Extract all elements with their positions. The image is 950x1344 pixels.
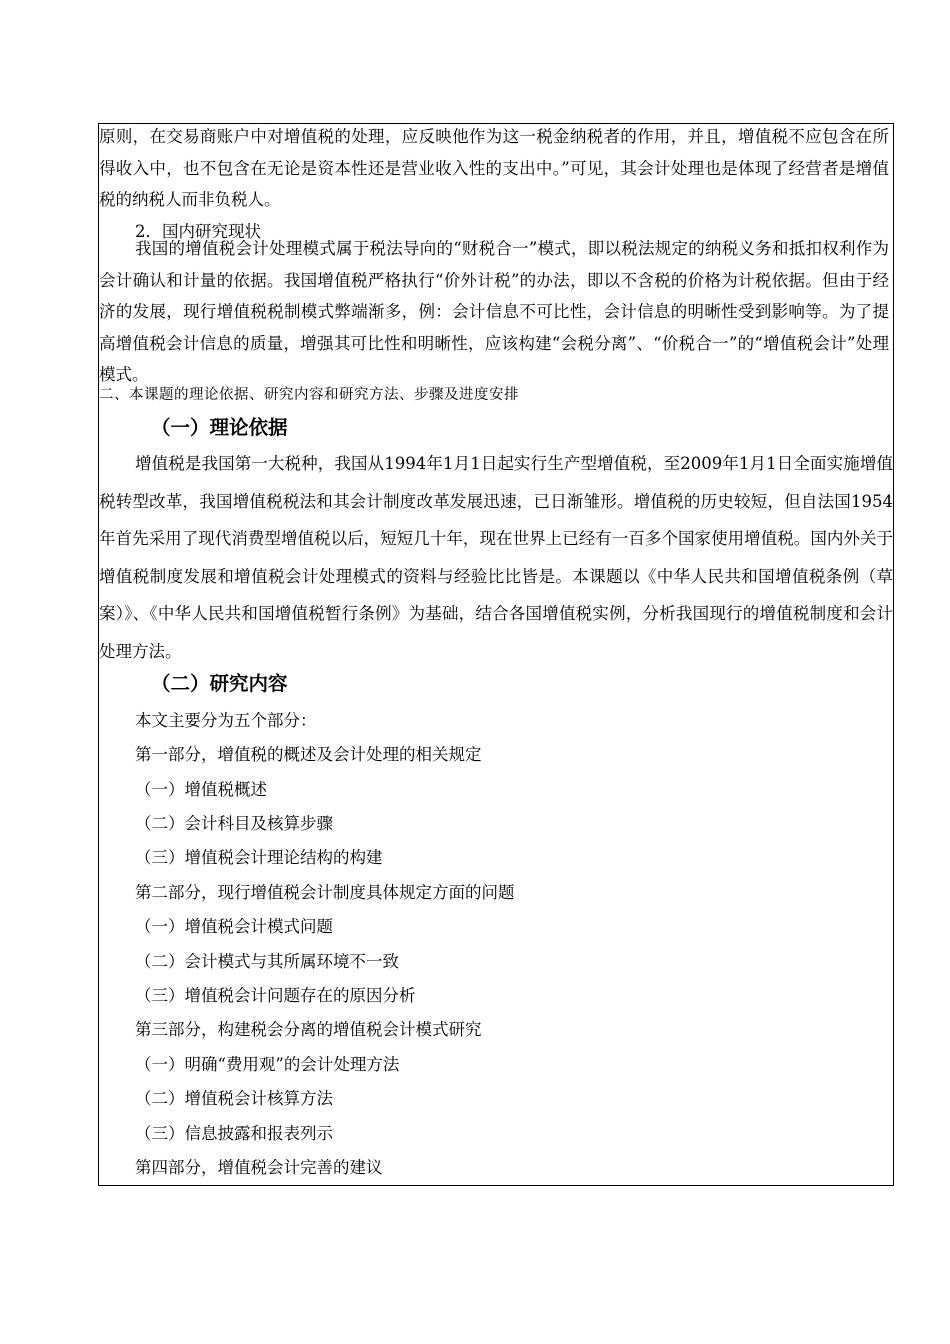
subsection-domestic-title: 2．国内研究现状 <box>135 222 261 241</box>
list-item: （三）增值税会计问题存在的原因分析 <box>135 986 416 1005</box>
theory-paragraph: 增值税是我国第一大税种，我国从1994年1月1日起实行生产型增值税，至2009年1月1日全面实施增值税转型改革，我国增值税税法和其会计制度改革发展迅速，已日渐雏形。增值税的历史较短，但自法国1954年首先采用了现代消费型增值税以后，短短几十年，现在世界上已经有一百多个国家使用增值税。国内外关于增值税制度发展和增值税会计处理模式的资料与经验比比皆是。本课题以《中华人民共和国增值税条例（草案）》、《中华人民共和国增值税暂行条例》为基础，结合各国增值税实例，分析我国现行的增值税制度和会计处理方法。 <box>99 454 893 661</box>
domestic-research-paragraph: 我国的增值税会计处理模式属于税法导向的“财税合一”模式，即以税法规定的纳税义务和抵扣权利作为会计确认和计量的依据。我国增值税严格执行“价外计税”的办法，即以不含税的价格为计税依据。但由于经济的发展，现行增值税税制模式弊端渐多，例：会计信息不可比性，会计信息的明晰性受到影响等。为了提高增值税会计信息的质量，增强其可比性和明晰性，应该构建“会税分离”、“价税合一”的“增值税会计”处理模式。 <box>99 239 889 384</box>
list-item: （三）增值税会计理论结构的构建 <box>135 848 383 867</box>
list-item: （二）会计模式与其所属环境不一致 <box>135 952 399 971</box>
content-heading: （二）研究内容 <box>151 672 288 695</box>
intro-paragraph: 原则，在交易商账户中对增值税的处理，应反映他作为这一税金纳税者的作用，并且，增值税不应包含在所得收入中，也不包含在无论是资本性还是营业收入性的支出中。”可见，其会计处理也是体现了经营者是增值税的纳税人而非负税人。 <box>99 127 889 209</box>
list-item: 第四部分，增值税会计完善的建议 <box>135 1158 383 1177</box>
list-item: （三）信息披露和报表列示 <box>135 1124 333 1143</box>
section-2-title: 二、本课题的理论依据、研究内容和研究方法、步骤及进度安排 <box>99 387 519 403</box>
list-item: 第三部分，构建税会分离的增值税会计模式研究 <box>135 1020 482 1039</box>
list-item: （一）增值税会计模式问题 <box>135 917 333 936</box>
list-item: （二）增值税会计核算方法 <box>135 1089 333 1108</box>
list-item: （一）明确“费用观”的会计处理方法 <box>135 1055 400 1074</box>
list-item: 本文主要分为五个部分： <box>135 711 317 730</box>
list-item: （二）会计科目及核算步骤 <box>135 814 333 833</box>
theory-heading: （一）理论依据 <box>151 416 288 439</box>
content-frame <box>98 123 894 1186</box>
list-item: 第二部分，现行增值税会计制度具体规定方面的问题 <box>135 883 515 902</box>
list-item: 第一部分，增值税的概述及会计处理的相关规定 <box>135 745 482 764</box>
list-item: （一）增值税概述 <box>135 780 267 799</box>
